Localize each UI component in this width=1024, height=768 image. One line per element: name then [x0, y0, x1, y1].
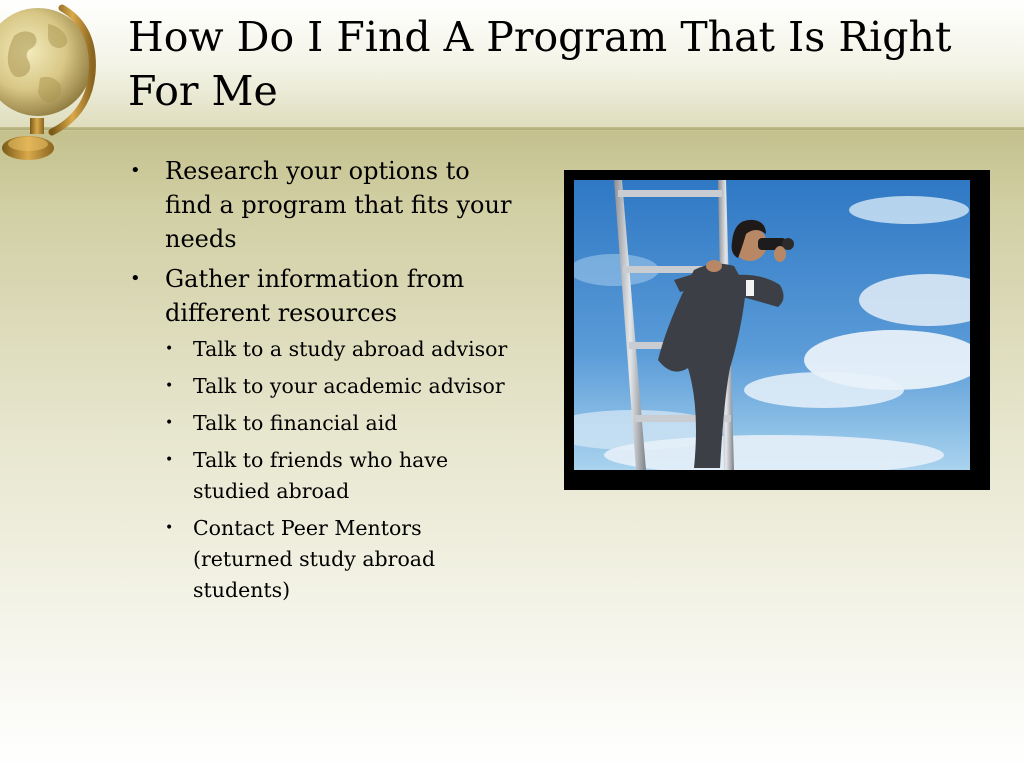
bullet-icon: • [165, 415, 174, 431]
bullet-icon: • [165, 452, 174, 468]
list-item [127, 262, 522, 606]
sub-list-item [165, 371, 522, 402]
sub-list-item [165, 408, 522, 439]
slide-title: How Do I Find A Program That Is Right For Me [128, 13, 952, 115]
sub-list-item [165, 334, 522, 365]
bullet-list [127, 154, 522, 612]
sub-bullet-text: Contact Peer Mentors (returned study abroad students) [193, 516, 436, 602]
sub-bullet-text: Talk to financial aid [193, 411, 398, 435]
photo-frame [564, 170, 990, 490]
bullet-icon: • [130, 268, 141, 289]
bullet-icon: • [165, 378, 174, 394]
bullet-icon: • [130, 160, 141, 181]
sub-bullet-list [165, 334, 522, 606]
bullet-text: Gather information from different resources [165, 265, 465, 327]
list-item [127, 154, 522, 256]
sub-list-item [165, 513, 522, 606]
sub-bullet-text: Talk to friends who have studied abroad [193, 448, 449, 503]
sub-list-item [165, 445, 522, 507]
sub-bullet-text: Talk to your academic advisor [193, 374, 505, 398]
woman-with-binoculars-photo [574, 180, 970, 470]
bullet-text: Research your options to find a program that fits your needs [165, 157, 512, 253]
bullet-icon: • [165, 341, 174, 357]
sub-bullet-text: Talk to a study abroad advisor [193, 337, 508, 361]
title-divider [0, 127, 1024, 130]
bullet-icon: • [165, 520, 174, 536]
globe-icon [0, 0, 100, 170]
